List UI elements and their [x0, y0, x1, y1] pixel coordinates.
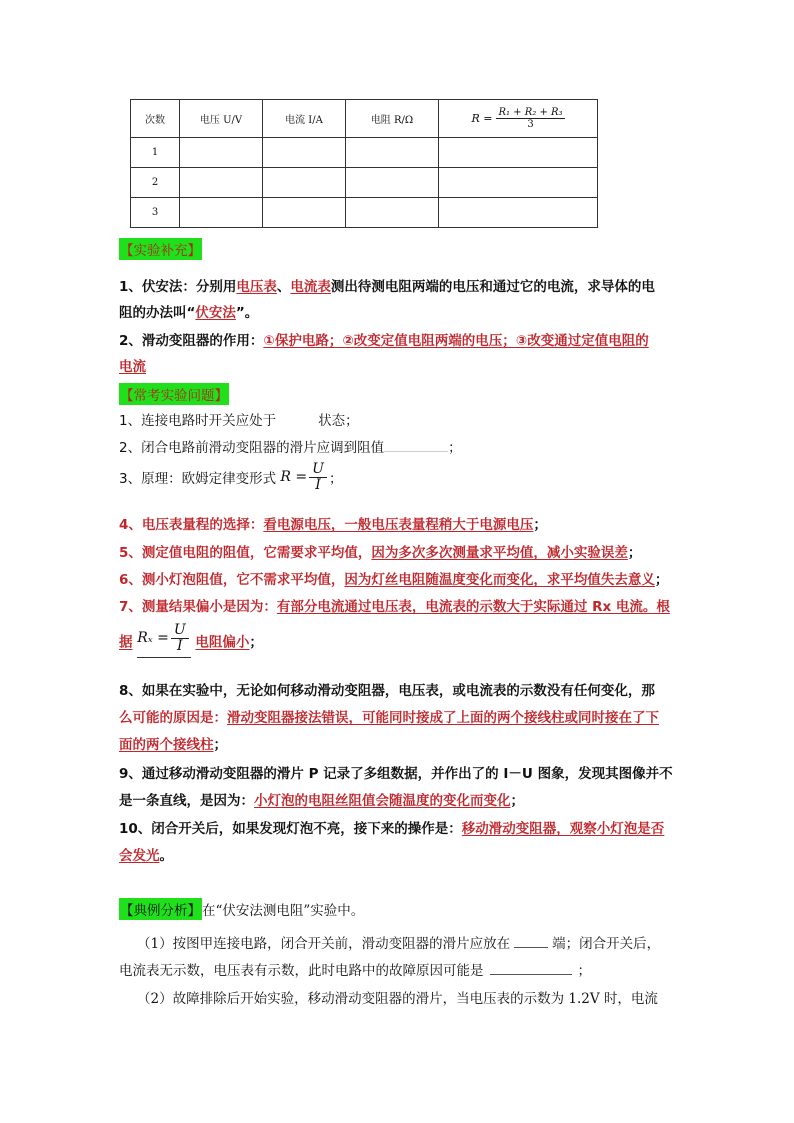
answer-text: 小灯泡的电阻丝阻值会随温度的变化而变化 [254, 793, 511, 809]
question-8-cont-2 [119, 733, 227, 753]
table-row [131, 138, 598, 168]
supplement-tag: 【实验补充】 [119, 238, 202, 260]
answer-text: 滑动变阻器接法错误，可能同时接成了上面的两个接线柱或同时接在了下 [227, 710, 659, 726]
table-cell [439, 168, 598, 198]
table-cell [180, 138, 263, 168]
average-formula [471, 107, 564, 131]
text: 1、连接电路时开关应处于 [119, 413, 277, 429]
table-cell [439, 198, 598, 228]
fraction-numerator: U [171, 623, 189, 639]
text: 分别用 [195, 279, 237, 295]
answer-text: 电流 [119, 359, 146, 375]
answer-text: 因为多次多次测量求平均值，减小实验误差 [371, 545, 628, 561]
resistance-formula [137, 623, 191, 658]
text: 10、闭合开关后，如果发现灯泡不亮，接下来的操作是： [119, 821, 462, 837]
text: 2、闭合电路前滑动变阻器的滑片应调到阻值 [119, 440, 385, 456]
text: 阻的办法叫“ [119, 305, 196, 321]
table-cell [263, 138, 346, 168]
keyword-ammeter: 电流表 [290, 279, 331, 295]
keyword-voltammetry: 伏安法 [195, 305, 236, 321]
table-cell [180, 198, 263, 228]
text: 2、滑动变阻器的作用： [119, 333, 264, 349]
question-9-cont [119, 789, 524, 809]
text: ； [510, 793, 524, 809]
text: ； [448, 440, 462, 456]
supplement-item-1-cont [119, 301, 258, 321]
table-cell [263, 168, 346, 198]
table-cell [346, 168, 439, 198]
table-cell [180, 168, 263, 198]
question-7 [119, 595, 670, 615]
supplement-item-1 [119, 275, 655, 295]
row-index: 1 [131, 138, 180, 168]
question-1 [119, 409, 359, 429]
row-index: 2 [131, 168, 180, 198]
question-7-cont [119, 623, 263, 658]
text: 是一条直线，是因为： [119, 793, 254, 809]
answer-text: 据 [119, 634, 133, 651]
text: 9、通过移动滑动变阻器的滑片 P 记录了多组数据，并作出了的 I－U 图象，发现其图像并不 [119, 766, 673, 782]
example-heading [119, 898, 364, 920]
answer-blank [490, 962, 572, 975]
question-8 [119, 679, 655, 699]
text: 4、电压表量程的选择： [119, 517, 264, 533]
example-part-1-cont [119, 959, 591, 979]
text: ； [577, 963, 591, 979]
item-label: 伏安法： [141, 279, 196, 295]
header-cell-count: 次数 [131, 100, 180, 138]
common-tag: 【常考实验问题】 [119, 383, 229, 405]
question-9 [119, 762, 673, 782]
table-row [131, 198, 598, 228]
text: ； [213, 737, 227, 753]
table-cell [346, 198, 439, 228]
text: 6、测小灯泡阻值，它不需求平均值， [119, 572, 345, 588]
formula-lhs: R = [471, 112, 493, 125]
text: 么可能的原因是： [119, 710, 227, 726]
supplement-item-2-cont [119, 355, 146, 375]
answer-text: 电阻偏小 [195, 634, 250, 651]
supplement-item-2 [119, 329, 649, 349]
answer-text: 面的两个接线柱 [119, 737, 214, 753]
formula-fraction [171, 623, 189, 653]
text: 8、如果在实验中，无论如何移动滑动变阻器，电压表，或电流表的示数没有任何变化，那 [119, 683, 655, 699]
text: 测出待测电阻两端的电压和通过它的电流，求导体的电 [330, 279, 655, 295]
ohm-law-fraction [309, 462, 327, 492]
answer-text: 会发光 [119, 848, 160, 864]
formula-denominator: 3 [527, 119, 534, 130]
answer-text: 移动滑动变阻器，观察小灯泡是否 [461, 821, 665, 837]
question-10 [119, 817, 664, 837]
text: 。 [159, 848, 173, 864]
header-cell-current: 电流 I/A [263, 100, 346, 138]
text: 7、测量结果偏小是因为： [119, 599, 277, 615]
table-cell [263, 198, 346, 228]
question-4 [119, 513, 547, 533]
question-5 [119, 541, 641, 561]
fraction-denominator: I [177, 637, 183, 654]
row-index: 3 [131, 198, 180, 228]
keyword-voltmeter: 电压表 [236, 279, 277, 295]
table-row [131, 168, 598, 198]
question-10-cont [119, 844, 173, 864]
question-2 [119, 436, 462, 456]
text: 端；闭合开关后， [552, 936, 661, 952]
item-number: 1、 [119, 279, 142, 295]
answer-blank [514, 935, 548, 948]
answer-text: 因为灯丝电阻随温度变化而变化，求平均值失去意义 [344, 572, 655, 588]
formula-numerator: R₁ + R₂ + R₃ [498, 106, 563, 118]
example-tag: 【典例分析】 [119, 898, 202, 920]
answer-text: 看电源电压，一般电压表量程稍大于电源电压 [263, 517, 534, 533]
text: ； [627, 545, 642, 561]
text: 电流表无示数，电压表有示数，此时电路中的故障原因可能是 [119, 963, 484, 979]
text: （2）故障排除后开始实验，移动滑动变阻器的滑片，当电压表的示数为 1.2V 时，电流 [137, 991, 658, 1007]
formula-lhs: R = [280, 469, 308, 486]
text: 、 [276, 279, 291, 295]
header-cell-average-formula [439, 100, 598, 138]
text: ”。 [235, 305, 259, 321]
example-intro: 在“伏安法测电阻”实验中。 [202, 903, 365, 919]
text: 5、测定值电阻的阻值，它需要求平均值， [119, 545, 372, 561]
formula-lhs: Rₓ = [137, 630, 169, 647]
text: 3、原理：欧姆定律变形式 [119, 471, 277, 488]
text: ； [533, 517, 547, 533]
header-cell-resistance: 电阻 R/Ω [346, 100, 439, 138]
table-cell [346, 138, 439, 168]
answer-text: 有部分电流通过电压表，电流表的示数大于实际通过 Rx 电流。根 [276, 599, 670, 615]
example-part-2 [137, 987, 658, 1007]
supplement-heading [119, 238, 202, 260]
text: ； [328, 471, 343, 488]
text: ； [249, 634, 263, 651]
example-part-1 [137, 932, 660, 952]
question-6 [119, 568, 668, 588]
question-3 [119, 462, 342, 492]
measurement-table [130, 99, 598, 228]
formula-fraction [496, 107, 564, 131]
fraction-denominator: I [315, 476, 321, 493]
answer-text: ①保护电路；②改变定值电阻两端的电压；③改变通过定值电阻的 [263, 333, 649, 349]
fraction-numerator: U [309, 462, 327, 478]
common-heading [119, 383, 229, 405]
question-8-cont [119, 706, 659, 726]
answer-blank [384, 439, 448, 452]
text: ； [654, 572, 669, 588]
text: （1）按图甲连接电路，闭合开关前，滑动变阻器的滑片应放在 [137, 936, 511, 952]
text: 状态； [318, 413, 359, 429]
table-cell [439, 138, 598, 168]
header-cell-voltage: 电压 U/V [180, 100, 263, 138]
table-header-row [131, 100, 598, 138]
